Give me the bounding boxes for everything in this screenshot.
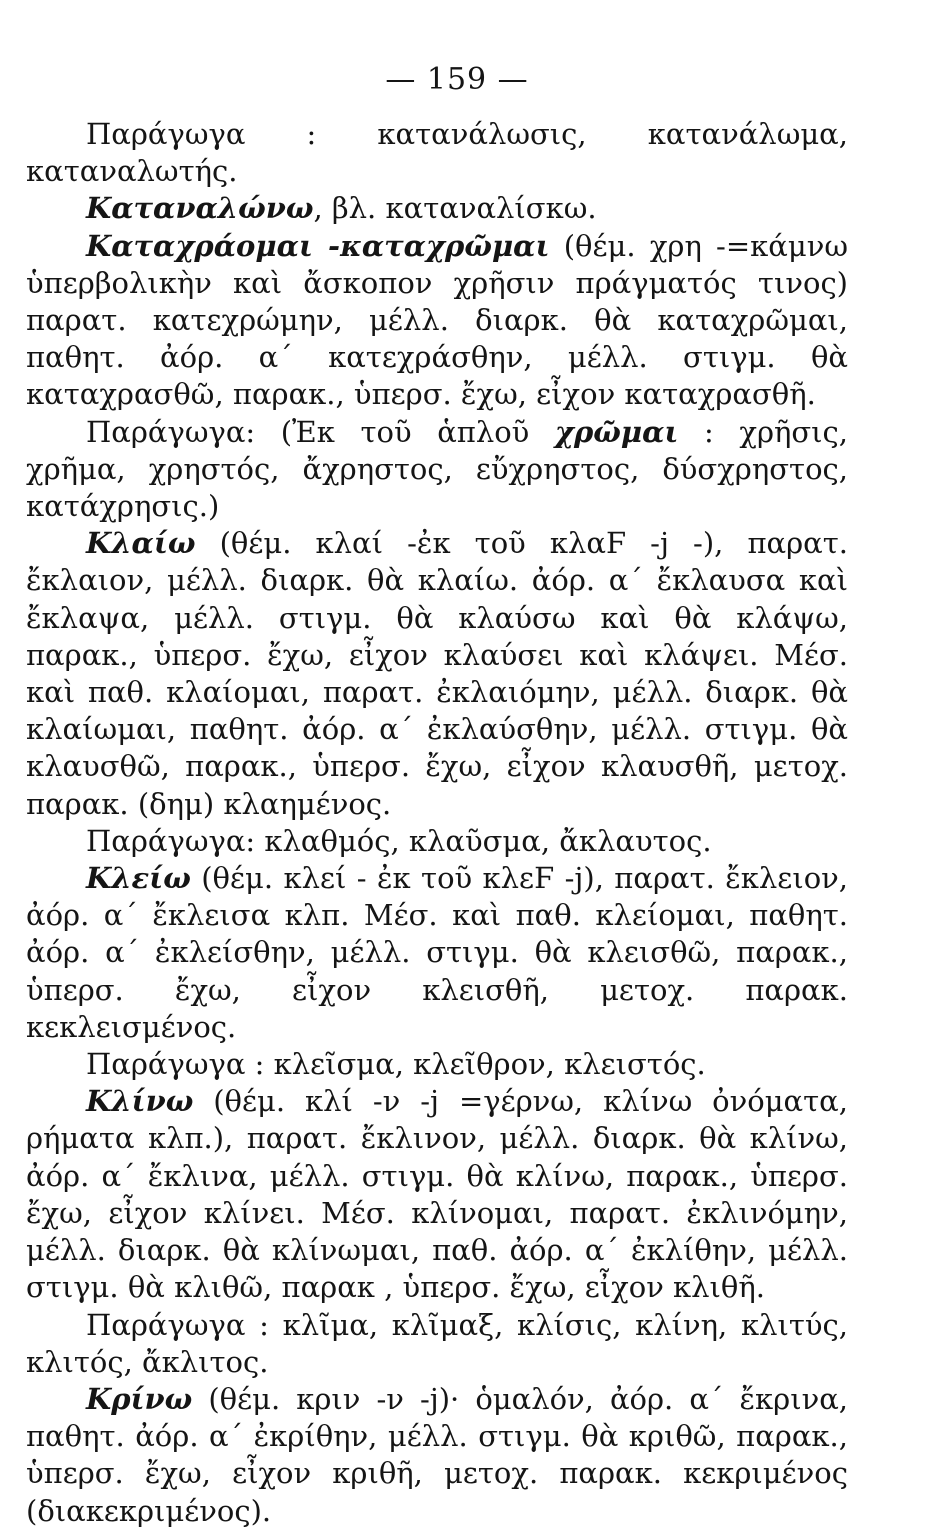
headword: χρῶμαι (554, 414, 679, 449)
headword: Κλίνω (86, 1084, 194, 1119)
paragraph (26, 1381, 848, 1530)
paragraph-text: Παράγωγα: κλαθμός, κλαῦσμα, ἄκλαυτος. (86, 823, 712, 858)
paragraph (26, 1307, 848, 1381)
paragraph-text: (θέμ. κριν -ν -j)· ὁμαλόν, ἀόρ. α΄ ἔκρινα, παθητ. ἀόρ. α΄ ἐκρίθην, μέλλ. στιγμ. θὰ κριθῶ, παρακ., ὑπερσ. ἔχω, εἶχον κριθῆ, μετοχ. παρακ. κεκριμένος (διακεκριμένος). (26, 1381, 848, 1528)
paragraph-text: (θέμ. κλαί -ἐκ τοῦ κλαϜ -j -), παρατ. ἔκλαιον, μέλλ. διαρκ. θὰ κλαίω. ἀόρ. α΄ ἔκλαυσα καὶ ἔκλαψα, μέλλ. στιγμ. θὰ κλαύσω καὶ θὰ κλάψω, παρακ., ὑπερσ. ἔχω, εἶχον κλαύσει καὶ κλάψει. Μέσ. καὶ παθ. κλαίομαι, παρατ. ἐκλαιόμην, μέλλ. διαρκ. θὰ κλαίωμαι, παθητ. ἀόρ. α΄ ἐκλαύσθην, μέλλ. στιγμ. θὰ κλαυσθῶ, παρακ., ὑπερσ. ἔχω, εἶχον κλαυσθῆ, μετοχ. παρακ. (δημ) κλαημένος. (26, 526, 848, 821)
paragraph-text: Παράγωγα : κατανάλωσις, κατανάλωμα, καταναλωτής. (26, 117, 848, 189)
paragraph-text: : χρῆσις, χρῆμα, χρηστός, ἄχρηστος, εὔχρηστος, δύσχρηστος, κατάχρησις.) (26, 414, 848, 524)
paragraph (26, 414, 848, 526)
paragraph-text: (θέμ. κλί -ν -j =γέρνω, κλίνω ὀνόματα, ρήματα κλπ.), παρατ. ἔκλινον, μέλλ. διαρκ. θὰ κλίνω, ἀόρ. α΄ ἔκλινα, μέλλ. στιγμ. θὰ κλίνω, παρακ., ὑπερσ. ἔχω, εἶχον κλίνει. Μέσ. κλίνομαι, παρατ. ἐκλινόμην, μέλλ. διαρκ. θὰ κλίνωμαι, παθ. ἀόρ. α΄ ἐκλίθην, μέλλ. στιγμ. θὰ κλιθῶ, παρακ , ὑπερσ. ἔχω, εἶχον κλιθῆ. (26, 1084, 848, 1305)
headword: Καταναλώνω (86, 191, 314, 226)
paragraph (26, 823, 848, 860)
paragraph-text: (θέμ. κλεί - ἐκ τοῦ κλεϜ -j), παρατ. ἔκλειον, ἀόρ. α΄ ἔκλεισα κλπ. Μέσ. καὶ παθ. κλείομαι, παθητ. ἀόρ. α΄ ἐκλείσθην, μέλλ. στιγμ. θὰ κλεισθῶ, παρακ., ὑπερσ. ἔχω, εἶχον κλεισθῆ, μετοχ. παρακ. κεκλεισμένος. (26, 861, 848, 1044)
paragraph (26, 228, 848, 414)
paragraph-text: (θέμ. χρη -=κάμνω ὑπερβολικὴν καὶ ἄσκοπον χρῆσιν πράγματός τινος) παρατ. κατεχρώμην, μέλλ. διαρκ. θὰ καταχρῶμαι, παθητ. ἀόρ. α΄ κατεχράσθην, μέλλ. στιγμ. θὰ καταχρασθῶ, παρακ., ὑπερσ. ἔχω, εἶχον καταχρασθῆ. (26, 228, 848, 412)
paragraph-text: Παράγωγα: (Ἐκ τοῦ ἁπλοῦ (86, 414, 555, 449)
document-page (26, 62, 848, 1530)
headword: Κλαίω (86, 526, 196, 561)
paragraph (26, 1046, 848, 1083)
headword: Κρίνω (86, 1381, 193, 1416)
paragraph-text: , βλ. καταναλίσκω. (313, 191, 597, 226)
page-number: — 159 — (385, 62, 529, 97)
paragraph (26, 525, 848, 823)
paragraph (26, 1083, 848, 1306)
headword: Καταχράομαι -καταχρῶμαι (86, 228, 550, 263)
paragraph-text: Παράγωγα : κλῖμα, κλῖμαξ, κλίσις, κλίνη, κλιτύς, κλιτός, ἄκλιτος. (26, 1307, 848, 1379)
paragraph (26, 116, 848, 190)
headword: Κλείω (86, 861, 191, 896)
paragraph-text: Παράγωγα : κλεῖσμα, κλεῖθρον, κλειστός. (86, 1047, 706, 1082)
body-text (26, 116, 848, 1530)
paragraph (26, 190, 848, 227)
paragraph (26, 860, 848, 1046)
